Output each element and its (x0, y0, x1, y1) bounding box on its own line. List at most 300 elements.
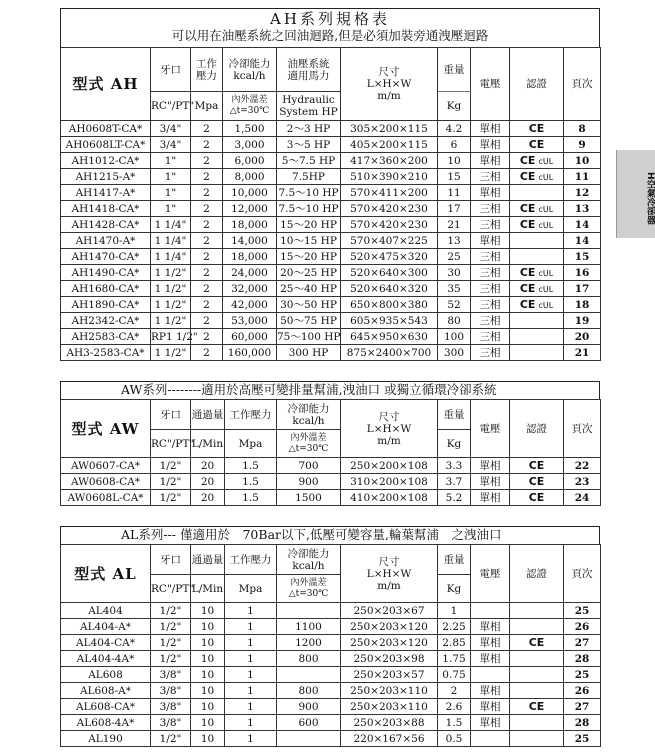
weight-cell: 30 (438, 265, 471, 281)
page-cell: 24 (564, 490, 601, 506)
cert-cell (510, 490, 564, 506)
cooling-cell: 42,000 (223, 297, 277, 313)
model-cell: AL608-A* (61, 683, 151, 699)
cert-cell (510, 474, 564, 490)
voltage-cell: 三相 (471, 201, 510, 217)
hp-cell: 15～20 HP (277, 249, 341, 265)
ce-mark-icon: CE (519, 218, 536, 231)
voltage-cell: 三相 (471, 249, 510, 265)
aw-cooling-header (277, 400, 341, 430)
page-cell: 28 (564, 715, 601, 731)
flow-cell: 10 (191, 699, 225, 715)
weight-cell: 2.25 (438, 619, 471, 635)
port-cell: 3/8" (151, 683, 191, 699)
flow-cell: 20 (191, 474, 225, 490)
hp-cell: 7.5HP (277, 169, 341, 185)
voltage-cell (471, 731, 510, 747)
size-cell: 250×203×57 (341, 667, 438, 683)
aw-size-unit: m/m (377, 434, 401, 447)
al-spec-table (60, 544, 601, 747)
model-cell: AH1890-CA* (61, 297, 151, 313)
model-cell: AL608-CA* (61, 699, 151, 715)
page-cell: 25 (564, 731, 601, 747)
cert-cell (510, 635, 564, 651)
pressure-cell: 2 (191, 233, 223, 249)
table-row (61, 169, 601, 185)
aw-title: AW系列--------適用於高壓可變排量幫浦,洩油口 或獨立循環冷卻系統 (60, 381, 600, 399)
port-cell: 3/8" (151, 667, 191, 683)
al-voltage-header: 電壓 (471, 545, 510, 603)
table-row (61, 249, 601, 265)
page-cell: 27 (564, 699, 601, 715)
hp-cell: 15～20 HP (277, 217, 341, 233)
page-cell: 17 (564, 281, 601, 297)
size-cell: 250×203×98 (341, 651, 438, 667)
cert-cell (510, 699, 564, 715)
voltage-cell: 單相 (471, 153, 510, 169)
voltage-cell (471, 603, 510, 619)
pressure-cell: 2 (191, 329, 223, 345)
page-cell: 25 (564, 603, 601, 619)
pressure-cell: 2 (191, 297, 223, 313)
table-row (61, 731, 601, 747)
ce-mark-icon: CE (519, 154, 536, 167)
cert-cell (510, 458, 564, 474)
pressure-cell: 2 (191, 313, 223, 329)
al-cooling-header (277, 545, 341, 575)
al-cooling-label: 冷卻能力 (287, 547, 330, 560)
cul-mark-icon: cUL (538, 173, 554, 182)
flow-cell: 10 (191, 619, 225, 635)
page-cell: 21 (564, 345, 601, 361)
table-row (61, 683, 601, 699)
port-cell: 1 1/2" (151, 281, 191, 297)
table-row (61, 121, 601, 137)
weight-cell: 80 (438, 313, 471, 329)
cooling-cell: 18,000 (223, 249, 277, 265)
table-row (61, 201, 601, 217)
port-cell: 1/2" (151, 603, 191, 619)
voltage-cell: 三相 (471, 169, 510, 185)
size-cell: 250×203×110 (341, 683, 438, 699)
voltage-cell: 單相 (471, 490, 510, 506)
ah-size-unit: m/m (377, 90, 401, 102)
ah-cooling-unit: kcal/h (233, 69, 266, 82)
aw-port-header: 牙口 (151, 400, 191, 430)
page-cell: 25 (564, 667, 601, 683)
size-cell: 645×950×630 (341, 329, 438, 345)
table-row (61, 715, 601, 731)
cul-mark-icon: cUL (538, 205, 554, 214)
al-flow-sub: L/Min (191, 575, 225, 603)
ah-weight-header: 重量 (438, 48, 471, 92)
ah-cert-header: 認證 (510, 48, 564, 121)
pressure-cell: 2 (191, 345, 223, 361)
weight-cell: 3.7 (438, 474, 471, 490)
port-cell: RP1 1/2" (151, 330, 198, 343)
voltage-cell: 單相 (471, 137, 510, 153)
voltage-cell: 單相 (471, 715, 510, 731)
weight-cell: 13 (438, 233, 471, 249)
page-cell: 23 (564, 474, 601, 490)
ah-size-label: 尺寸 (378, 66, 400, 78)
al-cert-header: 認證 (510, 545, 564, 603)
cooling-cell: 6,000 (223, 153, 277, 169)
voltage-cell: 三相 (471, 281, 510, 297)
size-cell: 250×203×88 (341, 715, 438, 731)
ce-mark-icon: CE (519, 266, 536, 279)
ah-size-formula: L×H×W (366, 78, 412, 90)
pressure-cell: 2 (191, 153, 223, 169)
cul-mark-icon: cUL (538, 157, 554, 166)
voltage-cell: 三相 (471, 329, 510, 345)
al-cooling-unit: kcal/h (292, 559, 325, 572)
cooling-cell: 53,000 (223, 313, 277, 329)
hp-cell: 30～50 HP (277, 297, 341, 313)
table-row (61, 635, 601, 651)
flow-cell: 10 (191, 715, 225, 731)
ah-port-sub: RC"/PT" (151, 92, 191, 121)
page-cell: 14 (564, 217, 601, 233)
al-size-formula: L×H×W (366, 567, 412, 580)
aw-size-header (341, 400, 438, 458)
weight-cell: 6 (438, 137, 471, 153)
port-cell: 1" (151, 169, 191, 185)
hp-cell: 3～5 HP (277, 137, 341, 153)
voltage-cell: 三相 (471, 345, 510, 361)
size-cell: 520×475×320 (341, 249, 438, 265)
hp-cell: 7.5～10 HP (277, 201, 341, 217)
cert-cell (510, 651, 564, 667)
aw-voltage-header: 電壓 (471, 400, 510, 458)
ce-mark-icon: CE (528, 138, 545, 151)
flow-cell: 10 (191, 683, 225, 699)
weight-cell: 2 (438, 683, 471, 699)
table-row (61, 458, 601, 474)
model-cell: AH3-2583-CA* (61, 345, 151, 361)
al-cooling-sub: 內外溫差 △t=30℃ (277, 575, 341, 603)
ah-motor-header: 油壓系統 適用馬力 (277, 48, 341, 92)
size-cell: 650×800×380 (341, 297, 438, 313)
table-row (61, 667, 601, 683)
table-row (61, 619, 601, 635)
port-cell: 3/8" (151, 715, 191, 731)
pressure-cell: 2 (191, 201, 223, 217)
al-weight-header: 重量 (438, 545, 471, 575)
port-cell: 1" (151, 201, 191, 217)
cooling-cell: 10,000 (223, 185, 277, 201)
voltage-cell: 單相 (471, 651, 510, 667)
model-cell: AL404-4A* (61, 651, 151, 667)
model-cell: AH0608LT-CA* (61, 137, 151, 153)
ah-pressure-header: 工作 壓力 (191, 48, 223, 92)
size-cell: 570×420×230 (341, 217, 438, 233)
pressure-cell: 2 (191, 217, 223, 233)
weight-cell: 300 (438, 345, 471, 361)
cert-cell (510, 731, 564, 747)
cooling-cell: 14,000 (223, 233, 277, 249)
model-cell: AH1215-A* (61, 169, 151, 185)
hp-cell: 300 HP (277, 345, 341, 361)
al-size-label: 尺寸 (378, 555, 400, 568)
pressure-cell: 2 (191, 121, 223, 137)
table-row (61, 651, 601, 667)
cooling-cell: 18,000 (223, 217, 277, 233)
table-row (61, 329, 601, 345)
cert-cell (510, 345, 564, 361)
model-cell: AH1417-A* (61, 185, 151, 201)
pressure-cell: 1 (225, 651, 277, 667)
ah-port-header: 牙口 (151, 48, 191, 92)
size-cell: 250×203×120 (341, 619, 438, 635)
aw-size-formula: L×H×W (366, 422, 412, 435)
cert-cell (510, 329, 564, 345)
cooling-cell (277, 667, 341, 683)
model-cell: AL190 (61, 731, 151, 747)
table-row (61, 137, 601, 153)
cert-cell (510, 201, 564, 217)
pressure-cell: 1 (225, 683, 277, 699)
voltage-cell: 單相 (471, 683, 510, 699)
cooling-cell: 8,000 (223, 169, 277, 185)
table-row (61, 474, 601, 490)
size-cell: 405×200×115 (341, 137, 438, 153)
pressure-cell: 2 (191, 265, 223, 281)
page-cell: 27 (564, 635, 601, 651)
port-cell: 3/4" (151, 121, 191, 137)
model-cell: AW0608-CA* (61, 474, 151, 490)
pressure-cell: 2 (191, 249, 223, 265)
table-row (61, 297, 601, 313)
cert-cell (510, 683, 564, 699)
al-size-header (341, 545, 438, 603)
hp-cell: 50～75 HP (277, 313, 341, 329)
hp-cell: 25～40 HP (277, 281, 341, 297)
cert-cell (510, 217, 564, 233)
weight-cell: 21 (438, 217, 471, 233)
table-row (61, 603, 601, 619)
page-cell: 16 (564, 265, 601, 281)
ce-mark-icon: CE (519, 298, 536, 311)
cooling-cell: 800 (277, 651, 341, 667)
port-cell: 1/2" (151, 458, 191, 474)
cul-mark-icon: cUL (538, 269, 554, 278)
size-cell: 520×640×320 (341, 281, 438, 297)
weight-cell: 17 (438, 201, 471, 217)
weight-cell: 3.3 (438, 458, 471, 474)
voltage-cell: 三相 (471, 297, 510, 313)
size-cell: 510×390×210 (341, 169, 438, 185)
model-cell: AL608 (61, 667, 151, 683)
port-cell: 1 1/4" (151, 233, 191, 249)
pressure-cell: 1 (225, 619, 277, 635)
voltage-cell: 單相 (471, 121, 510, 137)
table-row (61, 185, 601, 201)
ce-mark-icon: CE (528, 636, 545, 649)
cert-cell (510, 265, 564, 281)
model-cell: AL404-A* (61, 619, 151, 635)
flow-cell: 10 (191, 667, 225, 683)
cert-cell (510, 169, 564, 185)
voltage-cell: 單相 (471, 233, 510, 249)
aw-pressure-header: 工作壓力 (225, 400, 277, 430)
ce-mark-icon: CE (528, 475, 545, 488)
cert-cell (510, 603, 564, 619)
pressure-cell: 2 (191, 185, 223, 201)
cooling-cell (277, 731, 341, 747)
port-cell: 1/2" (151, 474, 191, 490)
hp-cell: 20～25 HP (277, 265, 341, 281)
port-cell: 1 1/2" (151, 313, 191, 329)
cert-cell (510, 619, 564, 635)
size-cell: 875×2400×700 (341, 345, 438, 361)
pressure-cell: 1 (225, 603, 277, 619)
size-cell: 570×407×225 (341, 233, 438, 249)
model-cell: AH1470-CA* (61, 249, 151, 265)
cert-cell (510, 667, 564, 683)
flow-cell: 10 (191, 731, 225, 747)
model-cell: AH1470-A* (61, 233, 151, 249)
pressure-cell: 1 (225, 635, 277, 651)
ce-mark-icon: CE (519, 202, 536, 215)
model-cell: AH1680-CA* (61, 281, 151, 297)
hp-cell: 5～7.5 HP (277, 153, 341, 169)
aw-table-body (61, 458, 601, 506)
weight-cell: 1.5 (438, 715, 471, 731)
cooling-cell (277, 603, 341, 619)
ah-weight-sub: Kg (438, 92, 471, 121)
cert-cell (510, 313, 564, 329)
cooling-cell: 900 (277, 699, 341, 715)
page-cell: 26 (564, 683, 601, 699)
pressure-cell: 1 (225, 731, 277, 747)
weight-cell: 0.75 (438, 667, 471, 683)
ce-mark-icon: CE (528, 122, 545, 135)
cooling-cell: 60,000 (223, 329, 277, 345)
flow-cell: 10 (191, 603, 225, 619)
port-cell: 1 1/4" (151, 249, 191, 265)
hp-cell: 2～3 HP (277, 121, 341, 137)
aw-cooling-unit: kcal/h (292, 414, 325, 427)
cert-cell (510, 715, 564, 731)
table-row (61, 265, 601, 281)
cert-cell (510, 233, 564, 249)
model-cell: AH1428-CA* (61, 217, 151, 233)
page-cell: 20 (564, 329, 601, 345)
table-row (61, 217, 601, 233)
model-cell: AL404 (61, 603, 151, 619)
aw-cooling-label: 冷卻能力 (287, 402, 330, 415)
model-cell: AL608-4A* (61, 715, 151, 731)
voltage-cell: 單相 (471, 619, 510, 635)
table-row (61, 345, 601, 361)
page-cell: 11 (564, 169, 601, 185)
weight-cell: 0.5 (438, 731, 471, 747)
pressure-cell: 2 (191, 137, 223, 153)
table-row (61, 233, 601, 249)
voltage-cell: 三相 (471, 217, 510, 233)
page-cell: 15 (564, 249, 601, 265)
model-cell: AL404-CA* (61, 635, 151, 651)
page-cell: 9 (564, 137, 601, 153)
port-cell: 3/4" (151, 137, 191, 153)
page-cell: 13 (564, 201, 601, 217)
table-row (61, 490, 601, 506)
aw-page-header: 頁次 (564, 400, 601, 458)
port-cell: 1 1/4" (151, 217, 191, 233)
weight-cell: 1.75 (438, 651, 471, 667)
side-tab-label: H空氣冷卻器 (645, 171, 655, 225)
ah-cooling-label: 冷卻能力 (228, 57, 271, 70)
voltage-cell: 單相 (471, 185, 510, 201)
pressure-cell: 2 (191, 281, 223, 297)
pressure-cell: 1.5 (225, 474, 277, 490)
table-row (61, 281, 601, 297)
port-cell: 3/8" (151, 699, 191, 715)
al-title: AL系列--- 僅適用於 70Bar以下,低壓可變容量,輪葉幫浦 之洩油口 (60, 526, 600, 544)
ah-spec-table (60, 47, 601, 361)
ah-model-header: 型式 AH (61, 48, 151, 121)
cert-cell (510, 249, 564, 265)
model-cell: AH1012-CA* (61, 153, 151, 169)
port-cell: 1 1/2" (151, 265, 191, 281)
table-row (61, 313, 601, 329)
page-cell: 19 (564, 313, 601, 329)
voltage-cell: 單相 (471, 458, 510, 474)
pressure-cell: 1.5 (225, 490, 277, 506)
size-cell: 250×200×108 (341, 458, 438, 474)
cul-mark-icon: cUL (538, 221, 554, 230)
voltage-cell (471, 667, 510, 683)
cooling-cell: 700 (277, 458, 341, 474)
ah-title-box (60, 8, 600, 47)
aw-port-sub: RC"/PT" (151, 430, 191, 458)
al-port-header: 牙口 (151, 545, 191, 575)
ah-cooling-header (223, 48, 277, 92)
cert-cell (510, 185, 564, 201)
page-cell: 12 (564, 185, 601, 201)
flow-cell: 10 (191, 635, 225, 651)
weight-cell: 2.6 (438, 699, 471, 715)
size-cell: 250×203×67 (341, 603, 438, 619)
size-cell: 410×200×108 (341, 490, 438, 506)
cul-mark-icon: cUL (538, 301, 554, 310)
pressure-cell: 2 (191, 169, 223, 185)
spec-sheet (60, 8, 600, 747)
cooling-cell: 800 (277, 683, 341, 699)
model-cell: AH2583-CA* (61, 329, 151, 345)
weight-cell: 5.2 (438, 490, 471, 506)
port-cell: 1/2" (151, 635, 191, 651)
cooling-cell: 3,000 (223, 137, 277, 153)
cert-cell (510, 153, 564, 169)
ah-title: AH系列規格表 (270, 10, 390, 28)
aw-cooling-sub: 內外溫差 △t=30℃ (277, 430, 341, 458)
aw-spec-table (60, 399, 601, 506)
page-cell: 18 (564, 297, 601, 313)
al-size-unit: m/m (377, 579, 401, 592)
weight-cell: 10 (438, 153, 471, 169)
cooling-cell: 1500 (277, 490, 341, 506)
flow-cell: 20 (191, 490, 225, 506)
port-cell: 1/2" (151, 731, 191, 747)
cooling-cell: 1200 (277, 635, 341, 651)
cert-cell (510, 281, 564, 297)
ah-subtitle: 可以用在油壓系統之回油迴路,但是必須加裝旁通洩壓迴路 (171, 28, 489, 43)
pressure-cell: 1 (225, 715, 277, 731)
ce-mark-icon: CE (528, 459, 545, 472)
cooling-cell: 900 (277, 474, 341, 490)
